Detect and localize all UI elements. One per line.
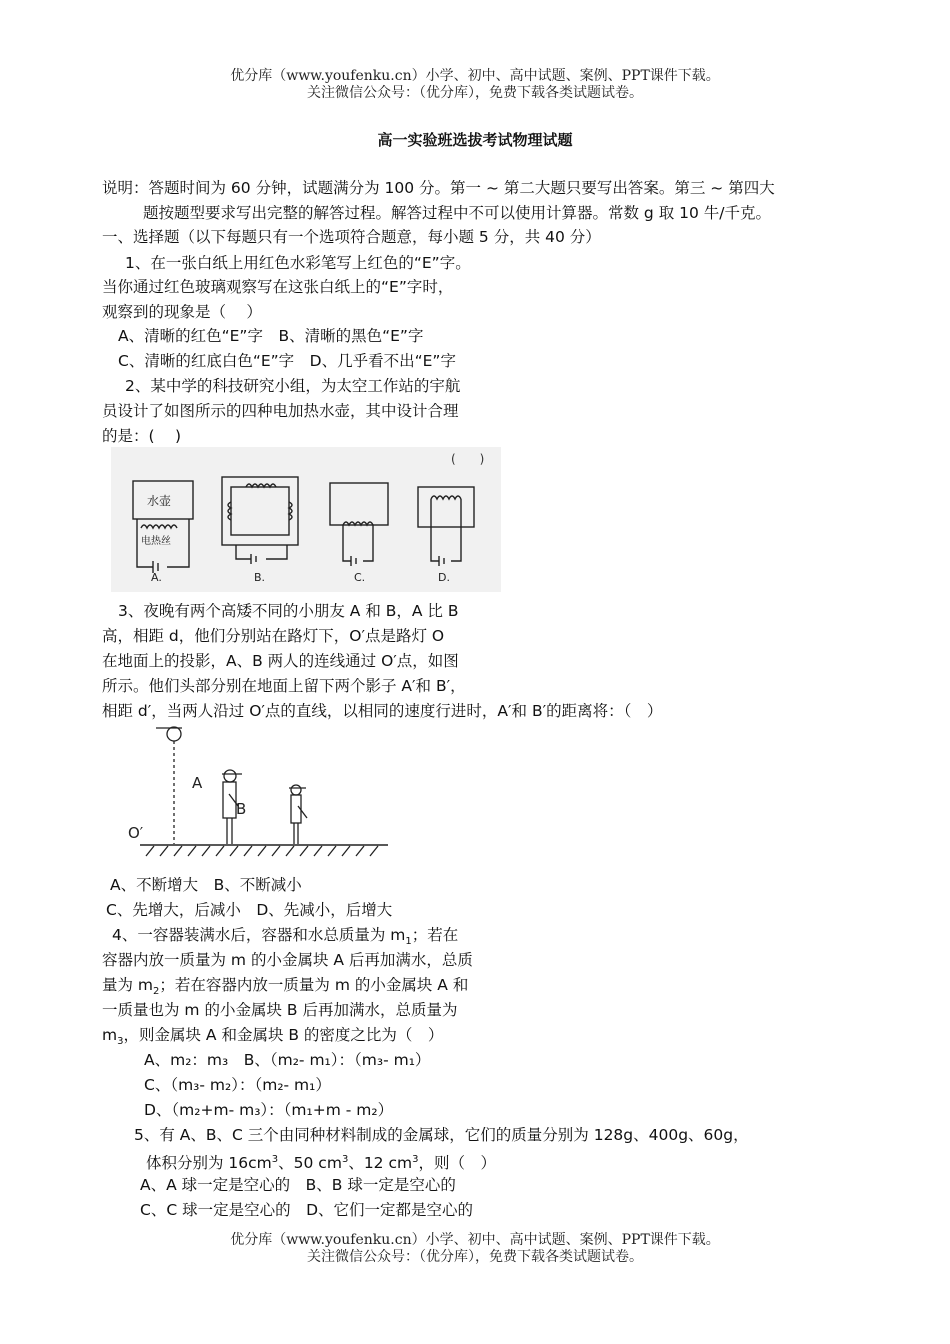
q5-line-1: 5、有 A、B、C 三个由同种材料制成的金属球，它们的质量分别为 128g、400g、60g， xyxy=(134,1126,749,1144)
q2-line-1: 2、某中学的科技研究小组，为太空工作站的宇航 xyxy=(125,377,461,395)
q3-figure-label-b: B xyxy=(236,800,247,818)
q3-options-ab: A、不断增大 B、不断减小 xyxy=(110,876,302,894)
q4-line-3-b: ；若在容器内放一质量为 m 的小金属块 A 和 xyxy=(159,976,469,994)
q3-line-3: 在地面上的投影，A、B 两人的连线通过 O′点，如图 xyxy=(102,652,459,670)
q4-option-ab: A、m₂：m₃ B、（m₂- m₁）：（m₃- m₁） xyxy=(144,1051,431,1069)
page-header xyxy=(0,68,950,102)
q3-options-cd: C、先增大，后减小 D、先减小，后增大 xyxy=(106,901,393,919)
q4-line-3-sub: 2 xyxy=(153,986,160,998)
q2-kettle-label: 水壶 xyxy=(147,494,172,508)
q4-option-d: D、（m₂+m- m₃）：（m₁+m - m₂） xyxy=(144,1101,394,1119)
q4-line-4: 一质量也为 m 的小金属块 B 后再加满水，总质量为 xyxy=(102,1001,458,1019)
q3-line-2: 高，相距 d，他们分别站在路灯下，O′点是路灯 O xyxy=(102,627,445,645)
q1-line-2: 当你通过红色玻璃观察写在这张白纸上的“E”字时， xyxy=(102,278,454,296)
q1-options-cd: C、清晰的红底白色“E”字 D、几乎看不出“E”字 xyxy=(118,352,456,370)
q1-line-3: 观察到的现象是（ ） xyxy=(102,303,262,321)
q5-line-2 xyxy=(146,1150,496,1173)
q5-line-2-c: 、12 cm xyxy=(348,1154,413,1173)
q4-line-2: 容器内放一质量为 m 的小金属块 A 后再加满水，总质 xyxy=(102,951,473,969)
q2-line-3: 的是：( ) xyxy=(102,427,182,445)
q4-line-3 xyxy=(102,975,468,1002)
q2-option-d-label: D. xyxy=(438,571,450,584)
q4-line-5-a: m xyxy=(102,1026,118,1044)
q4-line-3-a: 量为 m xyxy=(102,976,154,994)
q1-options-ab: A、清晰的红色“E”字 B、清晰的黑色“E”字 xyxy=(118,327,424,345)
q4-option-c: C、（m₃- m₂）：（m₂- m₁） xyxy=(144,1076,331,1094)
footer-line-2: 关注微信公众号：（优分库），免费下载各类试题试卷。 xyxy=(307,1249,643,1265)
q4-line-1 xyxy=(112,925,458,952)
q3-line-4: 所示。他们头部分别在地面上留下两个影子 A′和 B′， xyxy=(102,677,466,695)
q5-sup-1: 3 xyxy=(271,1154,279,1165)
q2-heater-label: 电热丝 xyxy=(141,536,171,547)
page-footer xyxy=(0,1232,950,1266)
header-line-1: 优分库（www.youfenku.cn）小学、初中、高中试题、案例、PPT课件下载。 xyxy=(230,68,720,84)
q5-line-2-b: 、50 cm xyxy=(278,1154,342,1173)
intro-line-1: 说明：答题时间为 60 分钟，试题满分为 100 分。第一 ~ 第二大题只要写出答案。第三 ~ 第四大 xyxy=(102,179,775,197)
q2-kettle-figure xyxy=(111,447,501,592)
q3-figure-label-a: A xyxy=(192,774,203,792)
page-title: 高一实验班选拔考试物理试题 xyxy=(377,131,573,149)
q4-line-5-sub: 3 xyxy=(117,1036,124,1048)
q4-line-1-b: ；若在 xyxy=(411,926,459,944)
q3-streetlight-figure xyxy=(120,722,395,862)
header-line-2: 关注微信公众号：（优分库），免费下载各类试题试卷。 xyxy=(307,85,643,101)
q5-sup-2: 3 xyxy=(341,1154,349,1165)
footer-line-1: 优分库（www.youfenku.cn）小学、初中、高中试题、案例、PPT课件下载。 xyxy=(230,1232,720,1248)
q5-line-2-d: ，则（ ） xyxy=(418,1154,496,1173)
section-1-heading: 一、选择题（以下每题只有一个选项符合题意，每小题 5 分，共 40 分） xyxy=(102,228,601,246)
q3-line-1: 3、夜晚有两个高矮不同的小朋友 A 和 B，A 比 B xyxy=(118,602,459,620)
q1-line-1: 1、在一张白纸上用红色水彩笔写上红色的“E”字。 xyxy=(125,254,471,272)
q4-line-5 xyxy=(102,1025,443,1052)
q4-line-5-b: ，则金属块 A 和金属块 B 的密度之比为（ ） xyxy=(123,1026,444,1044)
q5-line-2-a: 体积分别为 16cm xyxy=(146,1154,272,1173)
q5-options-ab: A、A 球一定是空心的 B、B 球一定是空心的 xyxy=(140,1176,456,1194)
q2-figure-paren: ( ) xyxy=(451,452,485,466)
q5-options-cd: C、C 球一定是空心的 D、它们一定都是空心的 xyxy=(140,1201,474,1219)
q2-option-b-label: B. xyxy=(254,571,266,584)
intro-line-2: 题按题型要求写出完整的解答过程。解答过程中不可以使用计算器。常数 g 取 10 牛/千克。 xyxy=(143,204,771,222)
q4-line-1-sub: 1 xyxy=(405,936,412,948)
q2-line-2: 员设计了如图所示的四种电加热水壶，其中设计合理 xyxy=(102,402,459,420)
q2-option-c-label: C. xyxy=(354,571,366,584)
q5-sup-3: 3 xyxy=(412,1154,419,1165)
q3-line-5: 相距 d′，当两人沿过 O′点的直线，以相同的速度行进时，A′和 B′的距离将：（ ） xyxy=(102,702,663,720)
q4-line-1-a: 4、一容器装满水后，容器和水总质量为 m xyxy=(112,926,406,944)
q2-option-a-label: A. xyxy=(151,571,162,584)
q3-figure-label-o: O′ xyxy=(128,824,144,842)
